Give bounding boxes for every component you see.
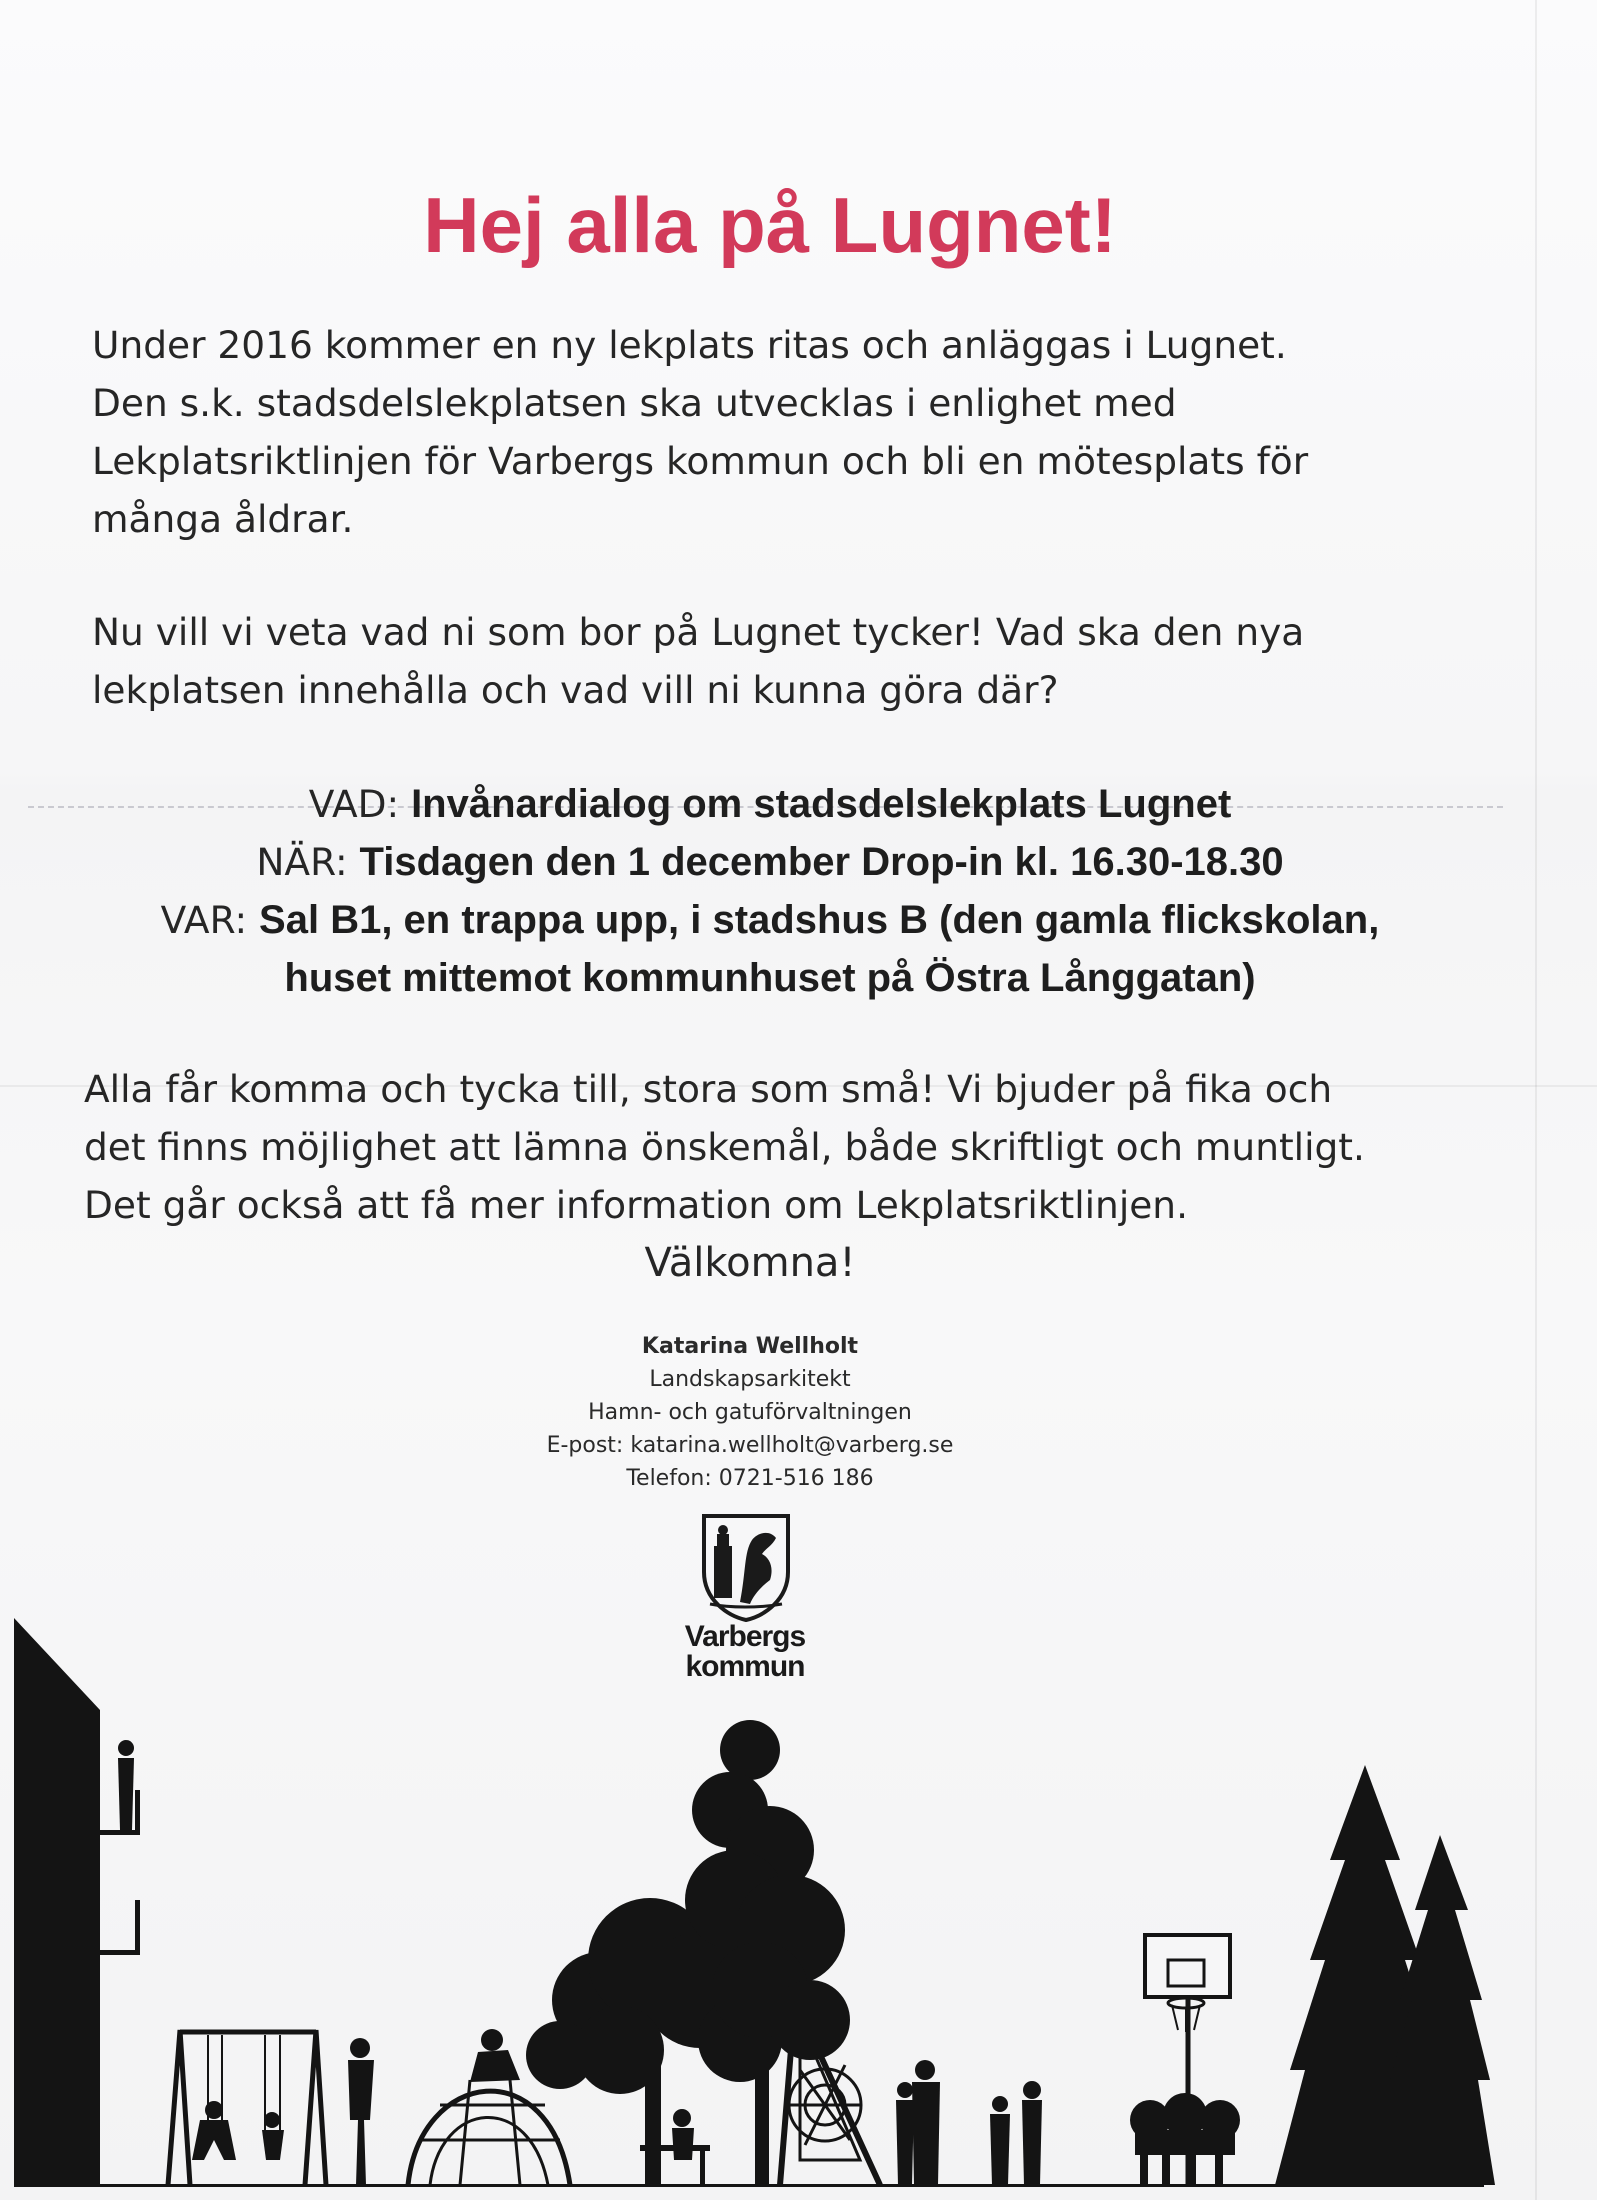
page-title: Hej alla på Lugnet!: [423, 181, 1117, 269]
climbing-dome: [408, 2080, 570, 2185]
contact-email: E-post: katarina.wellholt@varberg.se: [546, 1433, 954, 1458]
intro-line: många åldrar.: [92, 497, 354, 541]
where-label: VAR:: [160, 898, 248, 942]
logo-line: Varbergs: [684, 1620, 806, 1653]
event-what-row: [0, 775, 1540, 833]
ground-line: [14, 2184, 1484, 2187]
invite-line: Det går också att få mer information om Lekplatsriktlinjen.: [84, 1183, 1188, 1227]
contact-role: Landskapsarkitekt: [649, 1367, 851, 1392]
contact-name: Katarina Wellholt: [641, 1334, 859, 1359]
balcony-upper: [100, 1830, 140, 1835]
what-label: VAD:: [308, 782, 400, 826]
event-info: [0, 775, 1540, 1007]
conifer-trees: [1275, 1765, 1495, 2185]
contact-department: Hamn- och gatuförvaltningen: [588, 1400, 912, 1425]
event-where-row: [0, 891, 1540, 949]
where-value-continued: huset mittemot kommunhuset på Östra Långgatan): [284, 956, 1256, 1000]
event-when-row: [0, 833, 1540, 891]
invite-line: Alla får komma och tycka till, stora som små! Vi bjuder på fika och: [84, 1067, 1333, 1111]
building-silhouette: [14, 1618, 100, 2185]
balcony-lower: [100, 1950, 140, 1955]
welcome-text: Välkomna!: [644, 1240, 856, 1286]
where-value: Sal B1, en trappa upp, i stadshus B (den gamla flickskolan,: [259, 898, 1380, 942]
invite-paragraph: [84, 1060, 1464, 1234]
swing-set: [168, 2030, 326, 2185]
intro-line: Den s.k. stadsdelslekplatsen ska utvecklas i enlighet med: [92, 381, 1177, 425]
when-label: NÄR:: [256, 840, 348, 884]
contact-block: [0, 1330, 1500, 1495]
event-where-row-2: [0, 949, 1540, 1007]
players-group: [1130, 2093, 1240, 2185]
intro-line: Lekplatsriktlinjen för Varbergs kommun och bli en mötesplats för: [92, 439, 1309, 483]
playground-illustration: [0, 1600, 1597, 2200]
when-value: Tisdagen den 1 december Drop-in kl. 16.30-18.30: [359, 840, 1284, 884]
invite-line: det finns möjlighet att lämna önskemål, både skriftligt och muntligt.: [84, 1125, 1365, 1169]
question-paragraph: [92, 603, 1432, 719]
intro-paragraph: [92, 316, 1432, 548]
intro-line: Under 2016 kommer en ny lekplats ritas och anläggas i Lugnet.: [92, 323, 1287, 367]
contact-phone: Telefon: 0721-516 186: [626, 1466, 874, 1491]
logo-line: kommun: [685, 1650, 805, 1683]
what-value: Invånardialog om stadsdelslekplats Lugnet: [411, 782, 1232, 826]
question-line: lekplatsen innehålla och vad vill ni kunna göra där?: [92, 668, 1059, 712]
question-line: Nu vill vi veta vad ni som bor på Lugnet tycker! Vad ska den nya: [92, 610, 1305, 654]
